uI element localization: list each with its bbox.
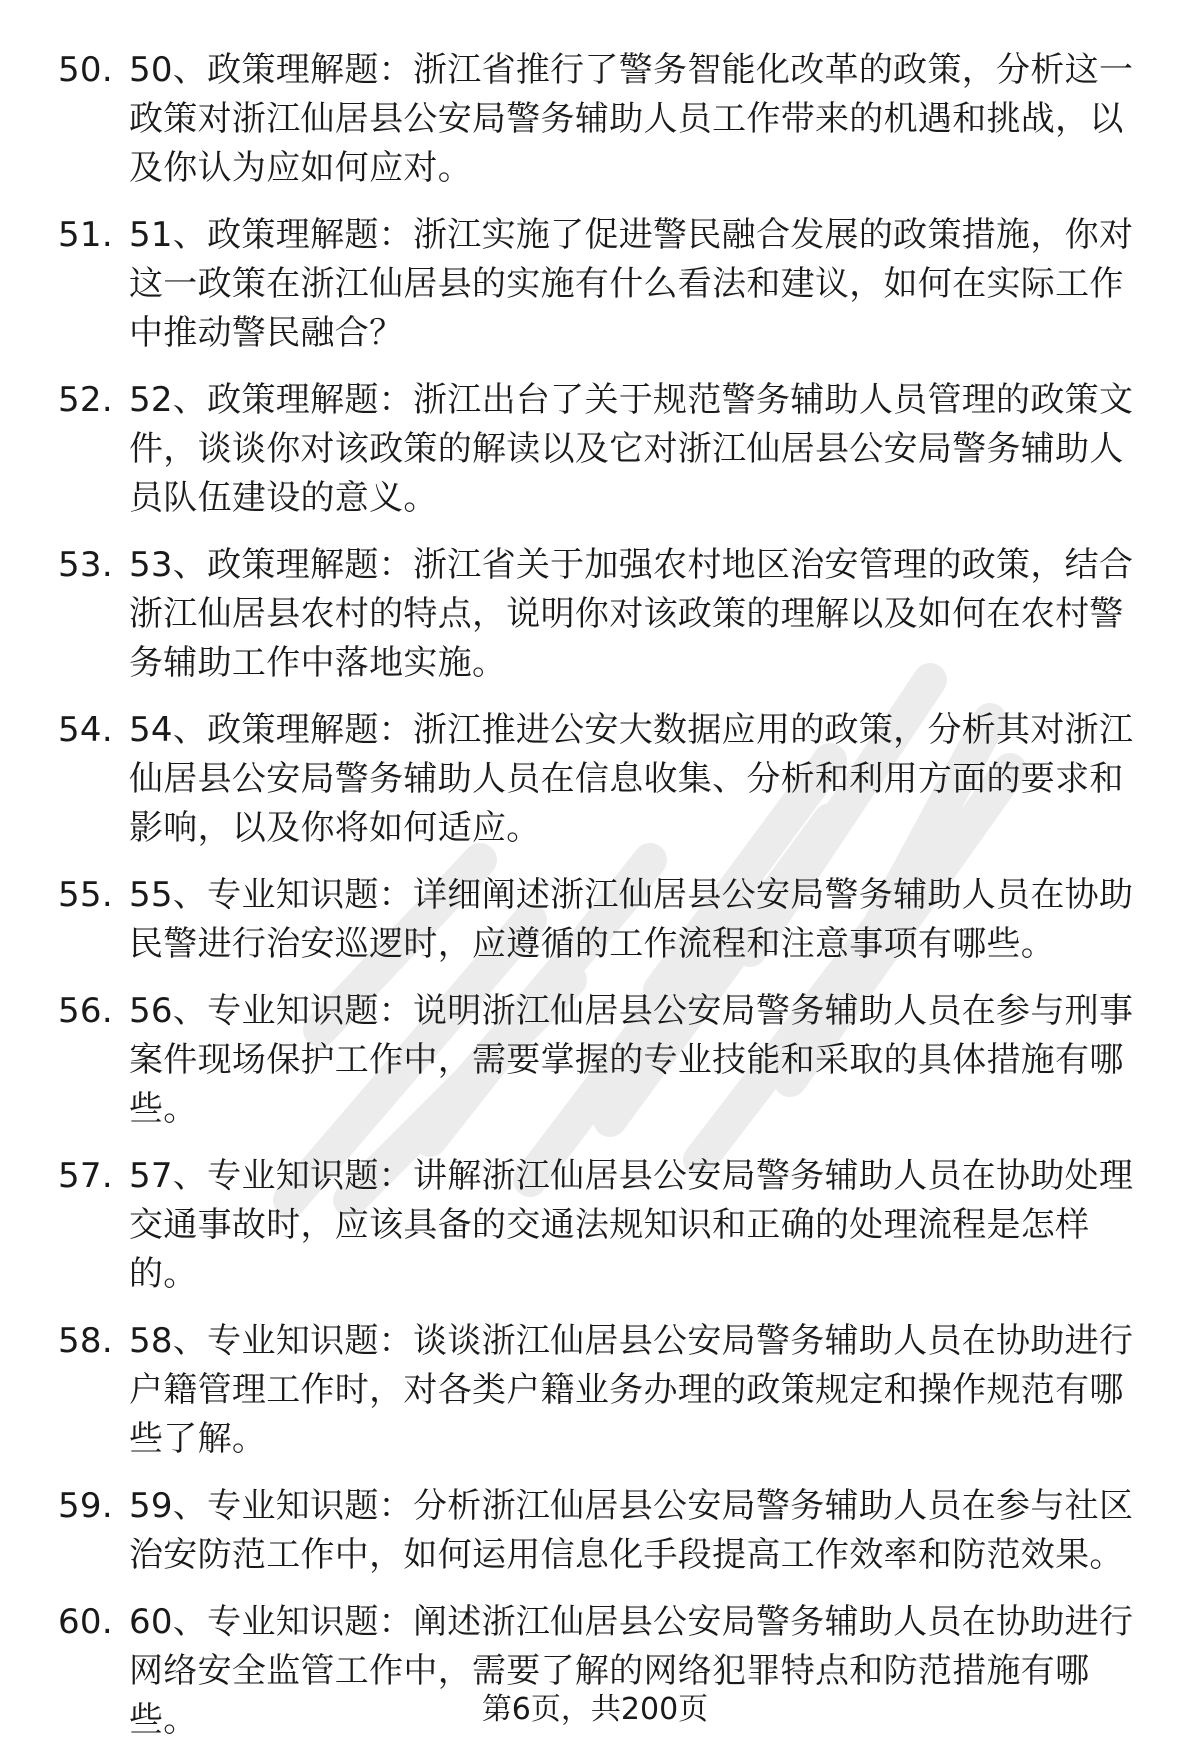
question-number: 58. <box>58 1321 113 1361</box>
question-item-53 <box>58 541 1148 688</box>
question-list <box>58 46 1148 1763</box>
question-number: 54. <box>58 710 113 750</box>
question-number: 59. <box>58 1486 113 1526</box>
question-item-51 <box>58 211 1148 358</box>
page-number-label: 第6页，共200页 <box>481 1692 709 1727</box>
question-text: 57、专业知识题：讲解浙江仙居县公安局警务辅助人员在协助处理交通事故时，应该具备的交通法规知识和正确的处理流程是怎样的。 <box>129 1156 1134 1294</box>
question-text: 58、专业知识题：谈谈浙江仙居县公安局警务辅助人员在协助进行户籍管理工作时，对各类户籍业务办理的政策规定和操作规范有哪些了解。 <box>129 1321 1134 1459</box>
question-text: 59、专业知识题：分析浙江仙居县公安局警务辅助人员在参与社区治安防范工作中，如何运用信息化手段提高工作效率和防范效果。 <box>129 1486 1134 1575</box>
question-text: 60、专业知识题：阐述浙江仙居县公安局警务辅助人员在协助进行网络安全监管工作中，需要了解的网络犯罪特点和防范措施有哪些。 <box>129 1602 1134 1740</box>
question-item-50 <box>58 46 1148 193</box>
question-text: 56、专业知识题：说明浙江仙居县公安局警务辅助人员在参与刑事案件现场保护工作中，需要掌握的专业技能和采取的具体措施有哪些。 <box>129 991 1134 1129</box>
question-text: 53、政策理解题：浙江省关于加强农村地区治安管理的政策，结合浙江仙居县农村的特点，说明你对该政策的理解以及如何在农村警务辅助工作中落地实施。 <box>129 545 1134 683</box>
question-item-59 <box>58 1482 1148 1580</box>
question-item-52 <box>58 376 1148 523</box>
question-text: 52、政策理解题：浙江出台了关于规范警务辅助人员管理的政策文件，谈谈你对该政策的解读以及它对浙江仙居县公安局警务辅助人员队伍建设的意义。 <box>129 380 1134 518</box>
question-number: 55. <box>58 875 113 915</box>
question-item-54 <box>58 706 1148 853</box>
question-number: 52. <box>58 380 113 420</box>
question-item-56 <box>58 987 1148 1134</box>
question-text: 50、政策理解题：浙江省推行了警务智能化改革的政策，分析这一政策对浙江仙居县公安局警务辅助人员工作带来的机遇和挑战，以及你认为应如何应对。 <box>129 50 1134 188</box>
question-text: 51、政策理解题：浙江实施了促进警民融合发展的政策措施，你对这一政策在浙江仙居县的实施有什么看法和建议，如何在实际工作中推动警民融合？ <box>129 215 1134 353</box>
page-footer <box>0 1692 1190 1728</box>
question-number: 56. <box>58 991 113 1031</box>
question-number: 51. <box>58 215 113 255</box>
question-item-57 <box>58 1152 1148 1299</box>
question-item-58 <box>58 1317 1148 1464</box>
question-number: 57. <box>58 1156 113 1196</box>
question-text: 55、专业知识题：详细阐述浙江仙居县公安局警务辅助人员在协助民警进行治安巡逻时，应遵循的工作流程和注意事项有哪些。 <box>129 875 1134 964</box>
question-text: 54、政策理解题：浙江推进公安大数据应用的政策，分析其对浙江仙居县公安局警务辅助人员在信息收集、分析和利用方面的要求和影响，以及你将如何适应。 <box>129 710 1134 848</box>
question-number: 50. <box>58 50 113 90</box>
question-number: 60. <box>58 1602 113 1642</box>
question-item-55 <box>58 871 1148 969</box>
question-number: 53. <box>58 545 113 585</box>
